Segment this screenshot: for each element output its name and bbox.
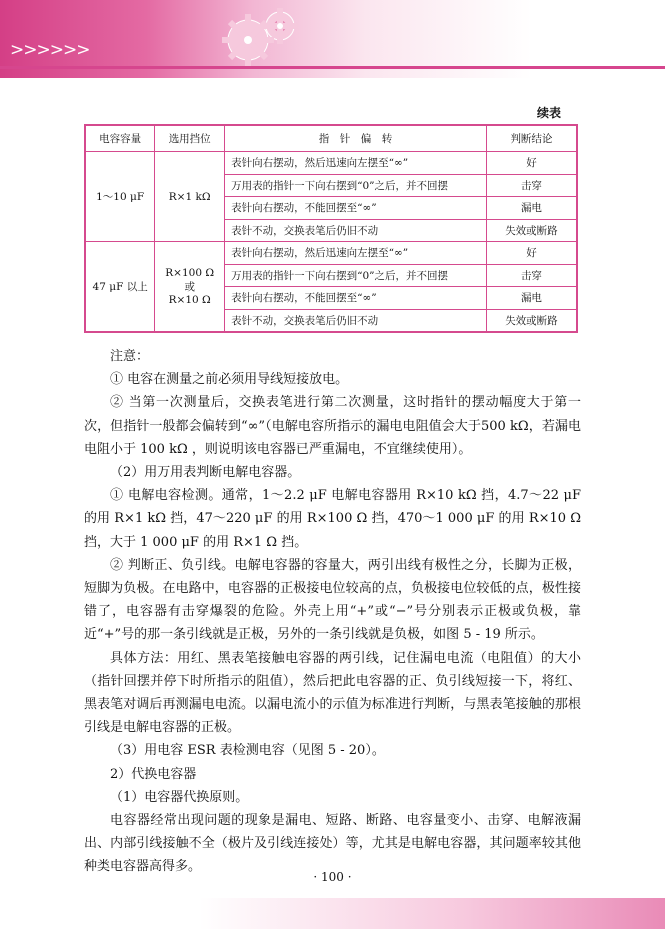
table-header-row [85, 125, 577, 152]
deflection-cell: 表针不动，交换表笔后仍旧不动 [225, 219, 487, 242]
header-capacity: 电容容量 [85, 125, 155, 152]
body-text [84, 345, 581, 879]
paragraph: 具体方法：用红、黑表笔接触电容器的两引线，记住漏电电流（电阻值）的大小（指针回摆并停下时所指示的阻值），然后把此电容器的正、负引线短接一下，将红、黑表笔对调后再测漏电电流。以漏电流小的示值为标准进行判断，与黑表笔接触的那根引线是电解电容器的正极。 [84, 650, 581, 736]
conclusion-cell: 漏电 [486, 197, 577, 220]
deflection-cell: 表针向右摆动，不能回摆至“∞” [225, 287, 487, 310]
conclusion-cell: 漏电 [486, 287, 577, 310]
conclusion-cell: 击穿 [486, 174, 577, 197]
capacity-cell: 47 μF 以上 [85, 242, 155, 333]
chevron-decoration: >>>>>> [10, 40, 90, 60]
conclusion-cell: 好 [486, 242, 577, 265]
range-cell [155, 242, 225, 333]
deflection-cell: 表针向右摆动，然后迅速向左摆至“∞” [225, 242, 487, 265]
header-conclusion: 判断结论 [486, 125, 577, 152]
table-row [85, 152, 577, 175]
header-rule [0, 66, 665, 69]
range-line: R×100 Ω或 [165, 267, 215, 293]
deflection-cell: 表针向右摆动，不能回摆至“∞” [225, 197, 487, 220]
paragraph: （3）用电容 ESR 表检测电容（见图 5 - 20）。 [110, 743, 385, 759]
conclusion-cell: 击穿 [486, 264, 577, 287]
gears-icon [218, 4, 308, 70]
paragraph: ② 判断正、负引线。电解电容器的容量大，两引出线有极性之分，长脚为正极，短脚为负极。在电路中，电容器的正极接电位较高的点，负极接电位较低的点，极性接错了，电容器有击穿爆裂的危险。外壳上用“+”或“−”号分别表示正极或负极，靠近“+”号的那一条引线就是正极，另外的一条引线就是负极，如图 5 - 19 所示。 [84, 557, 581, 643]
deflection-cell: 万用表的指针一下向右摆到“0”之后，并不回摆 [225, 264, 487, 287]
paragraph: （1）电容器代换原则。 [110, 789, 249, 805]
range-line: R×10 Ω [168, 294, 211, 306]
range-cell: R×1 kΩ [155, 152, 225, 242]
paragraph: 电容器经常出现问题的现象是漏电、短路、断路、电容量变小、击穿、电解液漏出、内部引线接触不全（极片及引线连接处）等，尤其是电解电容器，其问题率较其他种类电容器高得多。 [84, 813, 581, 875]
table-continued-label: 续表 [537, 106, 562, 120]
footer-band [0, 898, 665, 929]
deflection-cell: 表针向右摆动，然后迅速向左摆至“∞” [225, 152, 487, 175]
paragraph: ② 当第一次测量后，交换表笔进行第二次测量，这时指针的摆动幅度大于第一次，但指针一般都会偏转到“∞”（电解电容所指示的漏电电阻值会大于500 kΩ，若漏电电阻小于 100 kΩ ，则说明该电容器已严重漏电，不宜继续使用）。 [84, 395, 581, 457]
deflection-cell: 万用表的指针一下向右摆到“0”之后，并不回摆 [225, 174, 487, 197]
page-number: · 100 · [313, 870, 352, 884]
deflection-cell: 表针不动，交换表笔后仍旧不动 [225, 309, 487, 332]
paragraph: （2）用万用表判断电解电容器。 [110, 465, 301, 481]
capacitor-test-table [84, 124, 578, 333]
paragraph: 注意： [110, 349, 150, 364]
paragraph: ① 电解电容检测。通常，1～2.2 μF 电解电容器用 R×10 kΩ 挡，4.7～22 μF 的用 R×1 kΩ 挡，47～220 μF 的用 R×100 Ω 挡，470～1 000 μF 的用 R×10 Ω 挡，大于 1 000 μF 的用 R×1 Ω 挡。 [84, 488, 581, 550]
header-range: 选用挡位 [155, 125, 225, 152]
header-deflection: 指 针 偏 转 [225, 125, 487, 152]
paragraph: ① 电容在测量之前必须用导线短接放电。 [110, 372, 349, 388]
table-row [85, 242, 577, 265]
paragraph: 2）代换电容器 [110, 766, 197, 782]
conclusion-cell: 失效或断路 [486, 219, 577, 242]
conclusion-cell: 好 [486, 152, 577, 175]
capacity-cell: 1～10 μF [85, 152, 155, 242]
conclusion-cell: 失效或断路 [486, 309, 577, 332]
